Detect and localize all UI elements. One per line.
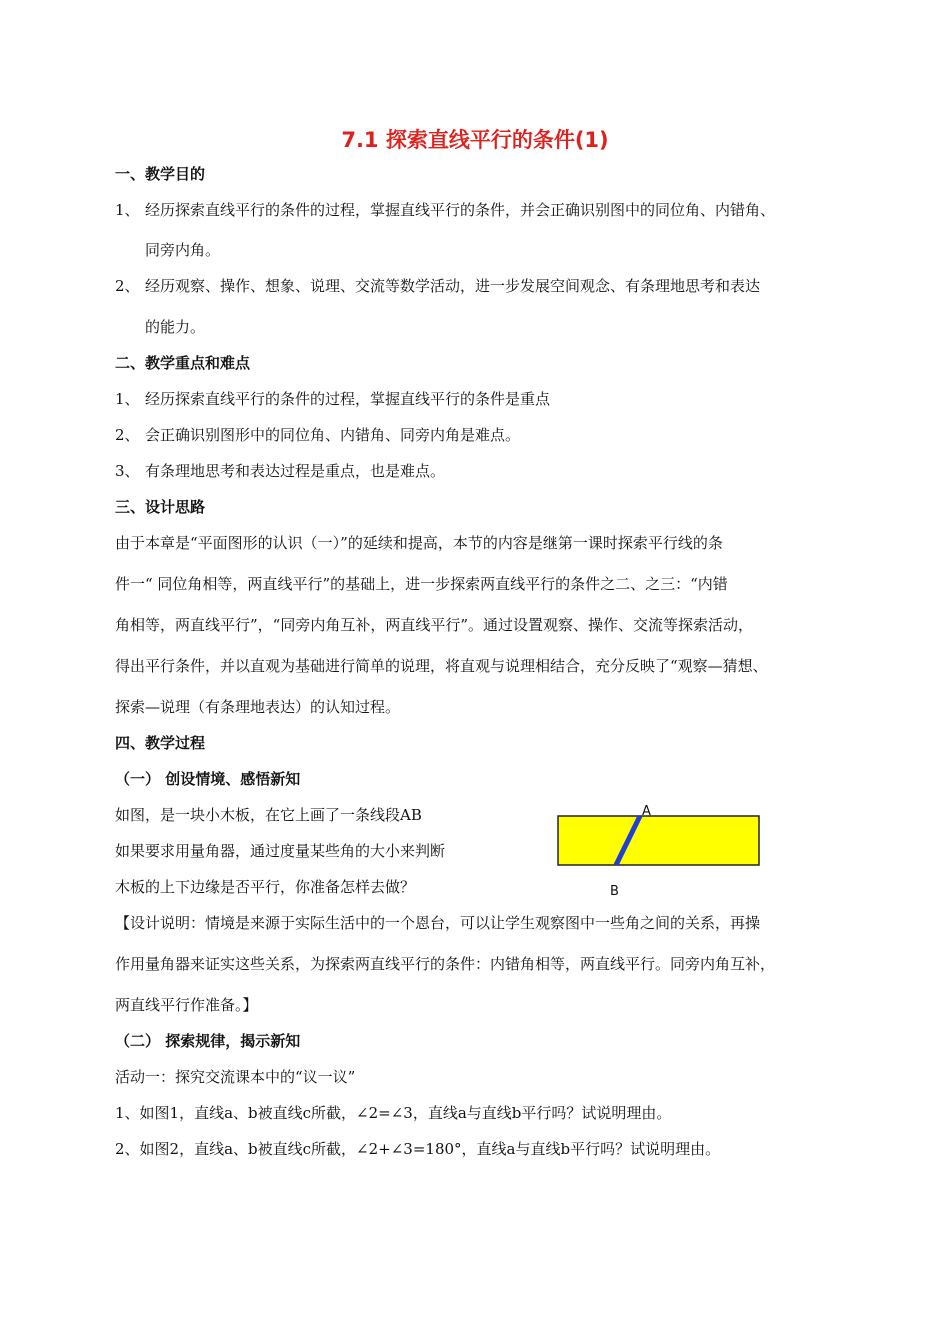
list-number: 2、: [115, 277, 140, 295]
design-paragraph-line-5: 探索—说理（有条理地表达）的认知过程。: [115, 698, 401, 716]
objective-item-2: [115, 276, 760, 296]
design-paragraph-line-3: 角相等，两直线平行”，“同旁内角互补，两直线平行”。通过设置观察、操作、交流等探索活动，: [115, 616, 754, 634]
design-note-line-2: 作用量角器来证实这些关系，为探索两直线平行的条件：内错角相等，两直线平行。同旁内角互补，: [115, 955, 776, 973]
scenario-line-1: 如图，是一块小木板，在它上画了一条线段AB: [115, 806, 422, 824]
activity-1-title: 活动一：探究交流课本中的“议一议”: [115, 1068, 356, 1086]
list-number: 2、: [115, 426, 140, 444]
design-paragraph-line-2: 件一“ 同位角相等，两直线平行”的基础上，进一步探索两直线平行的条件之二、之三：“内错: [115, 575, 728, 593]
objective-item-1: [115, 200, 775, 220]
activity-1-question-1: 1、如图1，直线a、b被直线c所截，∠2=∠3，直线a与直线b平行吗？试说明理由。: [115, 1104, 672, 1122]
key-point-2-text: 会正确识别图形中的同位角、内错角、同旁内角是难点。: [145, 426, 521, 444]
key-point-item-3: [115, 461, 445, 481]
objective-2-text-cont: 的能力。: [145, 318, 206, 336]
design-note-line-3: 两直线平行作准备。】: [115, 996, 258, 1014]
subsection-heading-2: （二） 探索规律，揭示新知: [115, 1032, 301, 1050]
list-number: 1、: [115, 201, 140, 219]
objective-2-text: 经历观察、操作、想象、说理、交流等数学活动，进一步发展空间观念、有条理地思考和表达: [145, 277, 761, 295]
list-number: 3、: [115, 462, 140, 480]
label-b: B: [610, 884, 619, 899]
section-heading-design: 三、设计思路: [115, 498, 206, 516]
section-heading-key-points: 二、教学重点和难点: [115, 354, 251, 372]
key-point-1-text: 经历探索直线平行的条件的过程，掌握直线平行的条件是重点: [145, 390, 551, 408]
key-point-3-text: 有条理地思考和表达过程是重点，也是难点。: [145, 462, 446, 480]
activity-1-question-2: 2、如图2，直线a、b被直线c所截，∠2+∠3=180°，直线a与直线b平行吗？试说明理由。: [115, 1140, 721, 1158]
objective-1-text-cont: 同旁内角。: [145, 241, 221, 259]
key-point-item-2: [115, 425, 520, 445]
section-heading-objectives: 一、教学目的: [115, 165, 206, 183]
key-point-item-1: [115, 389, 550, 409]
objective-1-text: 经历探索直线平行的条件的过程，掌握直线平行的条件，并会正确识别图中的同位角、内错角、: [145, 201, 776, 219]
page-title: 7.1 探索直线平行的条件(1): [341, 128, 609, 152]
wood-board-figure: [548, 800, 768, 900]
label-a: A: [642, 804, 651, 819]
scenario-line-2: 如果要求用量角器，通过度量某些角的大小来判断: [115, 842, 446, 860]
scenario-line-3: 木板的上下边缘是否平行，你准备怎样去做？: [115, 878, 416, 896]
design-note-line-1: 【设计说明：情境是来源于实际生活中的一个恩台，可以让学生观察图中一些角之间的关系，再操: [115, 914, 761, 932]
section-heading-process: 四、教学过程: [115, 734, 206, 752]
wood-board-diagram: [548, 800, 768, 900]
list-number: 1、: [115, 390, 140, 408]
subsection-heading-1: （一） 创设情境、感悟新知: [115, 770, 301, 788]
wood-board: [558, 816, 759, 865]
design-paragraph-line-4: 得出平行条件，并以直观为基础进行简单的说理，将直观与说理相结合，充分反映了“观察—猜想、: [115, 657, 768, 675]
design-paragraph-line-1: 由于本章是“平面图形的认识（一）”的延续和提高，本节的内容是继第一课时探索平行线的条: [115, 534, 723, 552]
